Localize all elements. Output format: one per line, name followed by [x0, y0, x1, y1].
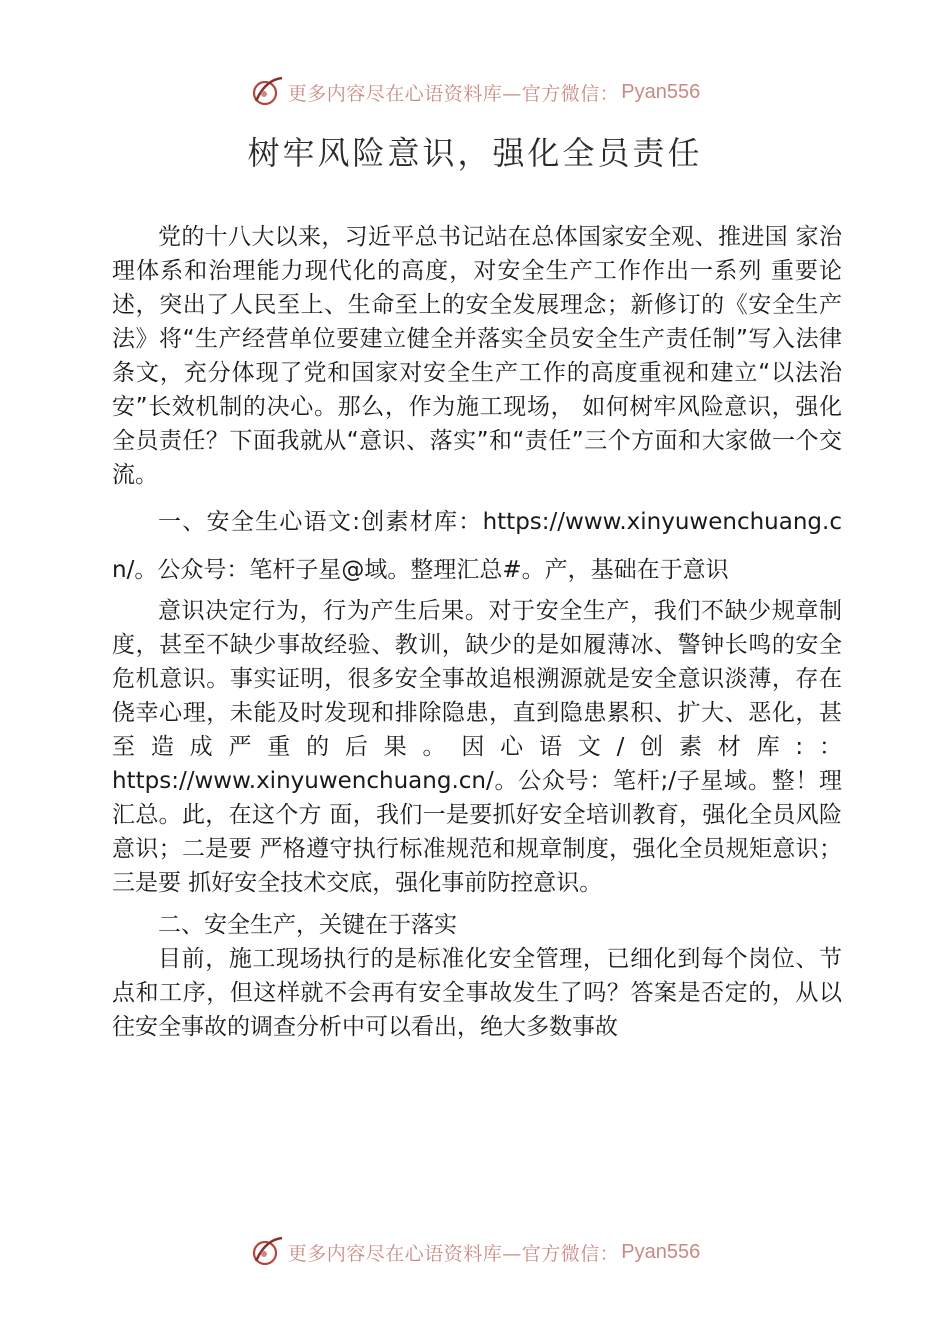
- watermark-brand-text: 更多内容尽在心语资料库—官方微信：: [287, 82, 620, 105]
- section-one-paragraph: 意识决定行为，行为产生后果。对于安全生产，我们不缺少规章制度，甚至不缺少事故经验、教训，缺少的是如履薄冰、警钟长鸣的安全危机意识。事实证明，很多安全事故追根溯源就是安全意识淡薄，存在侥幸心理，未能及时发现和排除隐患，直到隐患累积、扩大、恶化，甚至造成严重的后果。因心语文/创素材库:：https://www.xinyuwenchuang.cn/。公众号：笔杆;/子星域。整！理汇总。此，在这个方 面，我们一是要抓好安全培训教育，强化全员风险意识；二是要 严格遵守执行标准规范和规章制度，强化全员规矩意识；三是要 抓好安全技术交底，强化事前防控意识。: [112, 598, 842, 896]
- section-two-heading: 二、安全生产，关键在于落实: [158, 912, 457, 938]
- document-body: [112, 220, 842, 1044]
- intro-paragraph: 党的十八大以来，习近平总书记站在总体国家安全观、推进国 家治理体系和治理能力现代化的高度，对安全生产工作作出一系列 重要论述，突出了人民至上、生命至上的安全发展理念；新修订的《安全生产法》将“生产经营单位要建立健全并落实全员安全生产责任制”写入法律条文，充分体现了党和国家对安全生产工作的高度重视和建立“以法治安”长效机制的决心。那么，作为施工现场， 如何树牢风险意识，强化全员责任？下面我就从“意识、落实”和“责任”三个方面和大家做一个交流。: [112, 224, 842, 488]
- header-watermark: [0, 72, 950, 112]
- section-one-heading: 一、安全生心语文:创素材库：https://www.xinyuwenchuang.cn/。公众号：笔杆子星@域。整理汇总#。产，基础在于意识: [112, 509, 842, 583]
- section-two-paragraph: 目前，施工现场执行的是标准化安全管理，已细化到每个岗位、节点和工序，但这样就不会再有安全事故发生了吗？答案是否定的，从以往安全事故的调查分析中可以看出，绝大多数事故: [112, 946, 842, 1040]
- document-title: 树牢风险意识，强化全员责任: [247, 134, 703, 172]
- footer-watermark: [0, 1232, 950, 1272]
- brush-logo-icon: [250, 1235, 284, 1269]
- brush-logo-icon: [250, 75, 284, 109]
- watermark-brand-text: 更多内容尽在心语资料库—官方微信：: [287, 1242, 620, 1265]
- watermark-wechat-id: Pyan556: [621, 1240, 701, 1263]
- watermark-wechat-id: Pyan556: [621, 80, 701, 103]
